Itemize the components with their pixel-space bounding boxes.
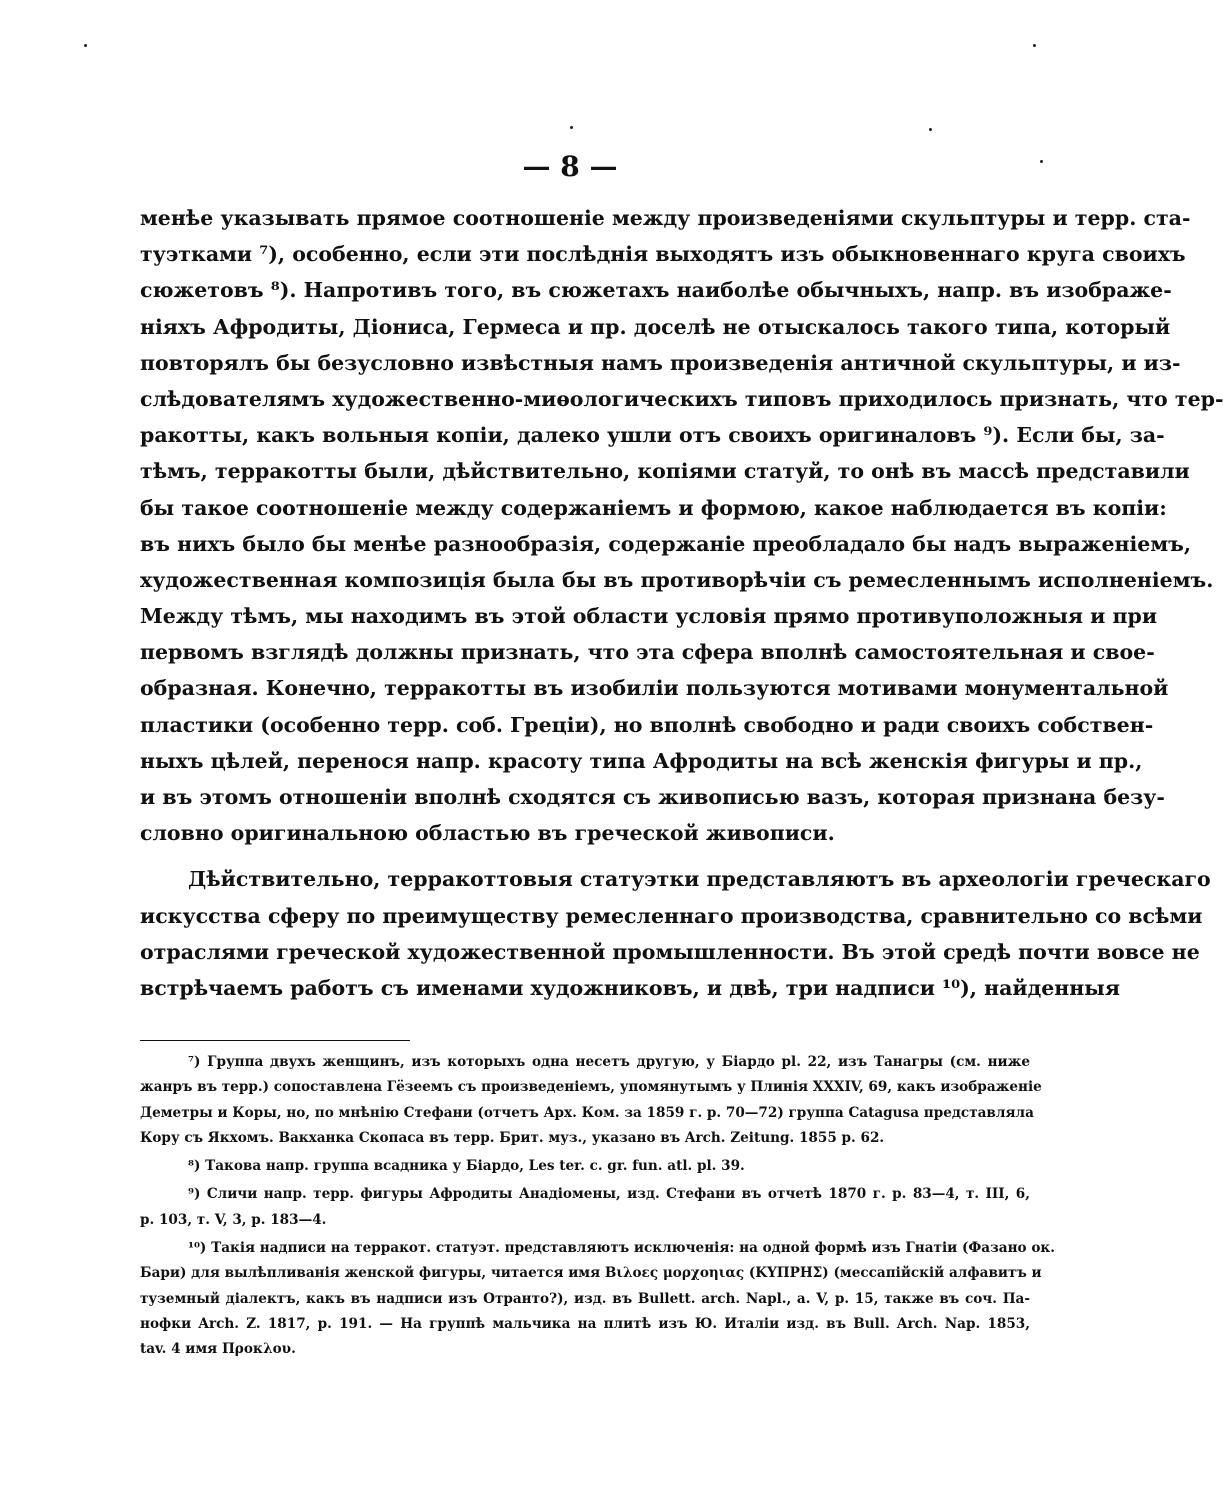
body-text: [140, 200, 1223, 1006]
footnote-line: туземный діалектъ, какъ въ надписи изъ Отранто?), изд. въ Bullett. arch. Napl., a. V, p. 15, также въ соч. Па-: [140, 1290, 1030, 1307]
footnote-line: Деметры и Коры, но, по мнѣнію Стефани (отчетъ Арх. Ком. за 1859 г. р. 70—72) группа Catagusa представляла: [140, 1104, 1034, 1121]
text-line: искусства сферу по преимуществу ремесленнаго производства, сравнительно со всѣми: [140, 903, 1203, 928]
scan-speck: [1040, 160, 1043, 163]
scan-speck: [1033, 44, 1036, 47]
text-line: ракотты, какъ вольныя копіи, далеко ушли отъ своихъ оригиналовъ ⁹). Если бы, за-: [140, 423, 1165, 448]
text-line: слѣдователямъ художественно-миѳологическихъ типовъ приходилось признать, что тер-: [140, 386, 1223, 411]
scan-speck: [570, 126, 573, 129]
text-line: повторялъ бы безусловно извѣстныя намъ произведенія античной скульптуры, и из-: [140, 350, 1181, 375]
text-line: въ нихъ было бы менѣе разнообразія, содержаніе преобладало бы надъ выраженіемъ,: [140, 531, 1191, 556]
text-line: туэтками ⁷), особенно, если эти послѣднія выходятъ изъ обыкновеннаго круга своихъ: [140, 242, 1186, 267]
footnote-line: жанръ въ терр.) сопоставлена Гёзеемъ съ произведеніемъ, упомянутымъ у Плинія XXXIV, 69, какъ изображеніе: [140, 1079, 1042, 1096]
footnotes: [140, 1050, 1055, 1363]
text-line: ніяхъ Афродиты, Діониса, Гермеса и пр. доселѣ не отыскалось такого типа, который: [140, 314, 1171, 339]
text-line: менѣе указывать прямое соотношеніе между произведеніями скульптуры и терр. ста-: [140, 206, 1191, 230]
text-line: и въ этомъ отношеніи вполнѣ сходятся съ живописью вазъ, которая признана безу-: [140, 785, 1165, 809]
text-line: пластики (особенно терр. соб. Греціи), но вполнѣ свободно и ради своихъ собствен-: [140, 712, 1154, 737]
text-line: встрѣчаемъ работъ съ именами художниковъ, и двѣ, три надписи ¹⁰), найденныя: [140, 975, 1120, 1000]
text-line: бы такое соотношеніе между содержаніемъ и формою, какое наблюдается въ копіи:: [140, 495, 1167, 520]
text-line: Дѣйствительно, терракоттовыя статуэтки представляютъ въ археологіи греческаго: [188, 867, 1211, 892]
text-line: первомъ взглядѣ должны признать, что эта сфера вполнѣ самостоятельная и свое-: [140, 640, 1155, 665]
scan-speck: [84, 44, 87, 47]
footnote-line: ⁹) Сличи напр. терр. фигуры Афродиты Анадіомены, изд. Стефани въ отчетѣ 1870 г. р. 83—4, т. III, 6,: [188, 1186, 1030, 1203]
footnote-line: ⁸) Такова напр. группа всадника у Біардо, Les ter. c. gr. fun. atl. pl. 39.: [188, 1158, 745, 1175]
footnote-line: р. 103, т. V, 3, р. 183—4.: [140, 1211, 327, 1228]
text-line: художественная композиція была бы въ противорѣчіи съ ремесленнымъ исполненіемъ.: [140, 567, 1214, 592]
footnote-line: ¹⁰) Такія надписи на терракот. статуэт. представляютъ исключенія: на одной формѣ изъ Гнатіи (Фазано ок.: [188, 1240, 1055, 1257]
page-number: — 8 —: [522, 150, 618, 183]
text-line: образная. Конечно, терракотты въ изобиліи пользуются мотивами монументальной: [140, 676, 1169, 701]
footnote-line: ⁷) Группа двухъ женщинъ, изъ которыхъ одна несетъ другую, у Біардо pl. 22, изъ Танагры (см. ниже: [188, 1054, 1030, 1070]
footnote-line: tav. 4 имя Προκλου.: [140, 1341, 296, 1358]
text-line: сюжетовъ ⁸). Напротивъ того, въ сюжетахъ наиболѣе обычныхъ, напр. въ изображе-: [140, 278, 1172, 303]
text-line: ныхъ цѣлей, перенося напр. красоту типа Афродиты на всѣ женскія фигуры и пр.,: [140, 748, 1143, 773]
footnote-line: Бари) для вылѣпливанія женской фигуры, читается имя Βιλοες μορχοηιας (ΚΥΠΡΗΣ) (мессапійскій алфавитъ и: [140, 1265, 1042, 1282]
text-line: отраслями греческой художественной промышленности. Въ этой средѣ почти вовсе не: [140, 939, 1200, 964]
scan-speck: [929, 128, 932, 131]
footnote-divider: [140, 1040, 410, 1041]
footnote-line: нофки Arch. Z. 1817, p. 191. — На группѣ мальчика на плитѣ изъ Ю. Италіи изд. въ Bull. Arch. Nap. 1853,: [140, 1315, 1030, 1332]
text-line: Между тѣмъ, мы находимъ въ этой области условія прямо противуположныя и при: [140, 604, 1158, 629]
footnote-line: Кору съ Якхомъ. Вакханка Скопаса въ терр. Брит. муз., указано въ Arch. Zeitung. 1855 р. 62.: [140, 1129, 885, 1146]
text-line: словно оригинальною областью въ греческой живописи.: [140, 821, 835, 846]
text-line: тѣмъ, терракотты были, дѣйствительно, копіями статуй, то онѣ въ массѣ представили: [140, 459, 1190, 484]
